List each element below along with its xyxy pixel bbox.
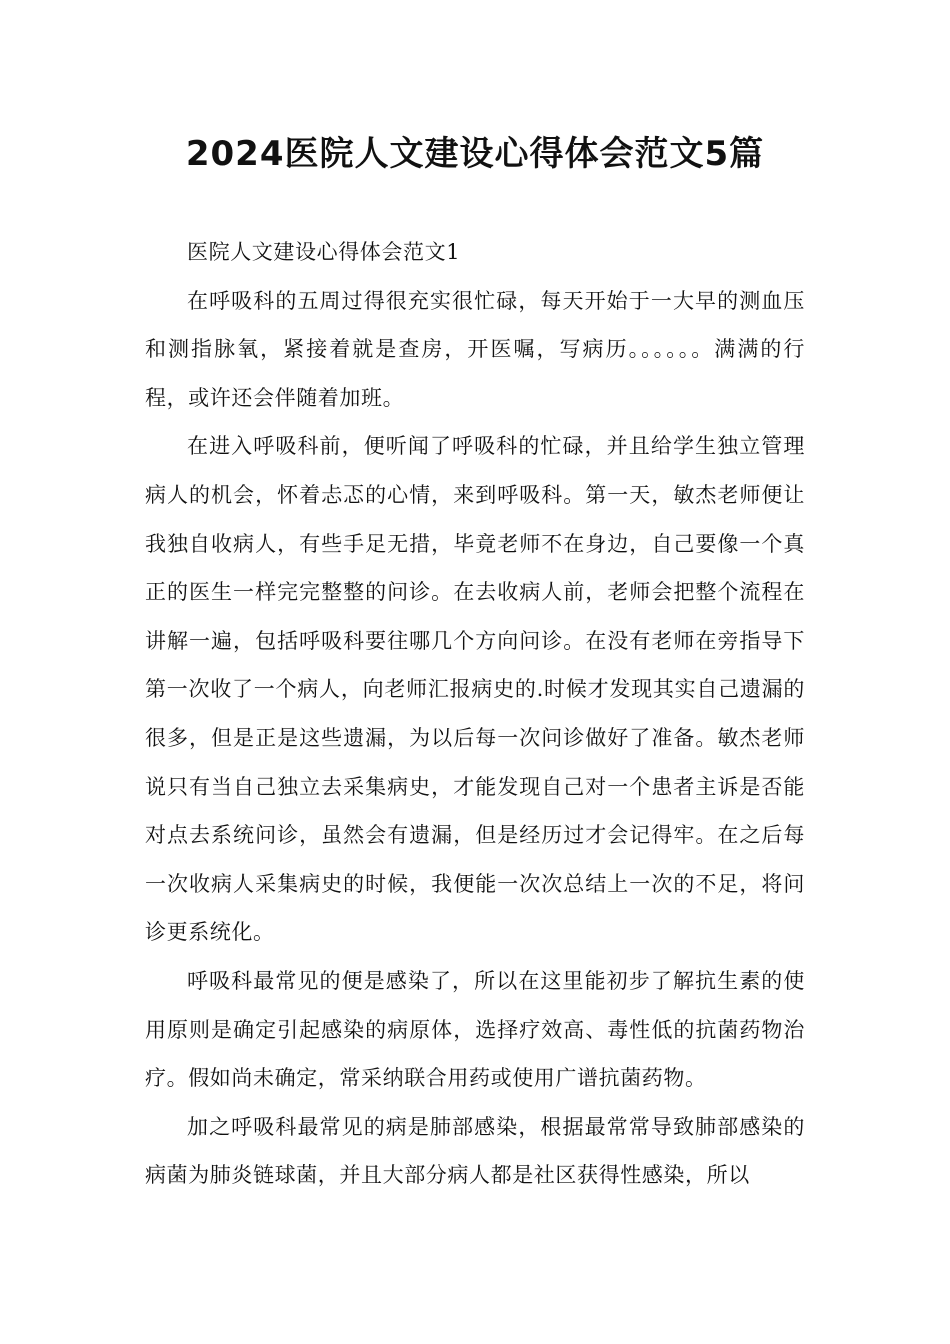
paragraph: 呼吸科最常见的便是感染了，所以在这里能初步了解抗生素的使用原则是确定引起感染的病原体，选择疗效高、毒性低的抗菌药物治疗。假如尚未确定，常采纳联合用药或使用广谱抗菌药物。 [145,968,805,1091]
document-body [145,228,805,1200]
paragraph: 在呼吸科的五周过得很充实很忙碌，每天开始于一大早的测血压和测指脉氧，紧接着就是查房，开医嘱，写病历。。。。。。满满的行程，或许还会伴随着加班。 [145,288,805,410]
document-title: 2024医院人文建设心得体会范文5篇 [185,134,765,174]
paragraph: 在进入呼吸科前，便听闻了呼吸科的忙碌，并且给学生独立管理病人的机会，怀着忐忑的心情，来到呼吸科。第一天，敏杰老师便让我独自收病人，有些手足无措，毕竟老师不在身边，自己要像一个真正的医生一样完完整整的问诊。在去收病人前，老师会把整个流程在讲解一遍，包括呼吸科要往哪几个方向问诊。在没有老师在旁指导下第一次收了一个病人，向老师汇报病史的.时候才发现其实自己遗漏的很多，但是正是这些遗漏，为以后每一次问诊做好了准备。敏杰老师说只有当自己独立去采集病史，才能发现自己对一个患者主诉是否能对点去系统问诊，虽然会有遗漏，但是经历过才会记得牢。在之后每一次收病人采集病史的时候，我便能一次次总结上一次的不足，将问诊更系统化。 [145,434,805,945]
paragraph: 加之呼吸科最常见的病是肺部感染，根据最常常导致肺部感染的病菌为肺炎链球菌，并且大部分病人都是社区获得性感染，所以 [145,1114,805,1188]
section-heading: 医院人文建设心得体会范文1 [187,240,461,264]
